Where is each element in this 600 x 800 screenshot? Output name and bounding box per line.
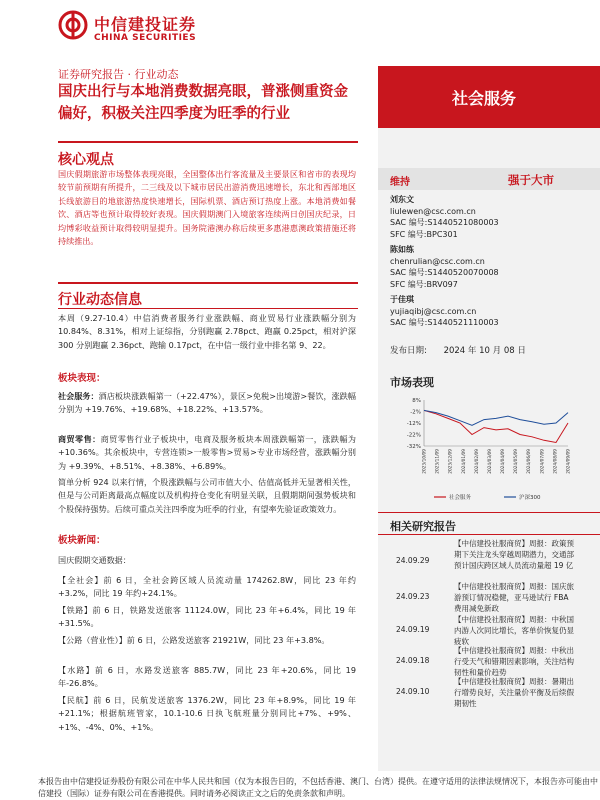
market-performance-title: 市场表现 [390,376,434,389]
related-report-date: 24.09.10 [396,687,430,696]
core-view-title: 核心观点 [58,152,114,168]
analyst-sfc: SFC 编号:BPC301 [390,229,458,239]
analyst-card [390,244,499,290]
related-report-date: 24.09.29 [396,556,430,565]
news-intro: 国庆假期交通数据： [58,555,131,565]
logo-chinese: 中信建投证券 [94,15,197,34]
industry-news-title: 行业动态信息 [58,292,142,308]
analyst-name: 陈如练 [390,245,414,254]
legend-label: 社会服务 [449,495,472,501]
news-tag: 【铁路】 [58,605,93,615]
social-services-paragraph [58,390,356,417]
analyst-email[interactable]: yujiaqibj@csc.com.cn [390,306,477,316]
retail-label: 商贸零售： [58,434,101,444]
analyst-sac: SAC 编号:S1440520070008 [390,268,499,278]
x-tick-label: 2023/11/09 [435,449,441,474]
retail-text: 商贸零售行业子板块中，电商及服务板块本周涨跌幅第一，涨跌幅为+10.36%。其余板块中，专营连锁>一般零售>贸易>专业市场经营，涨跌幅分别为 +9.39%、+8.51%、+8.38%、+6.89%。 [58,434,356,471]
x-tick-label: 2024/03/09 [487,449,493,474]
analyst-sac: SAC 编号:S1440521080003 [390,218,499,228]
news-item [58,664,356,691]
rating-bar [378,168,600,190]
retail-paragraph [58,433,356,473]
related-report-date: 24.09.19 [396,625,430,634]
rating-value: 强于大市 [508,173,554,187]
analyst-email[interactable]: liulewen@csc.com.cn [390,206,476,216]
y-tick-label: -12% [406,421,421,427]
x-tick-label: 2024/06/09 [527,449,533,474]
x-tick-label: 2024/01/09 [461,449,467,474]
news-item [58,694,356,734]
y-tick-label: -32% [406,444,421,450]
news-tag: 【公路（营业性）】 [58,635,127,645]
news-item [58,574,356,601]
news-tag: 【民航】 [58,695,94,705]
report-type: 证券研究报告 · 行业动态 [58,68,179,81]
x-tick-label: 2023/10/09 [422,449,428,474]
x-tick-label: 2024/09/09 [566,449,572,474]
analyst-name: 于佳琪 [390,295,414,304]
disclaimer-footer: 本报告由中信建投证券股份有限公司在中华人民共和国（仅为本报告目的，不包括香港、澳门、台湾）提供。在遵守适用的法律法规情况下，本报告亦可能由中信建投（国际）证券有限公司在香港提供。同时请务必阅读正文之后的免责条款和声明。 [38,777,598,798]
news-text: 前 6 日，铁路发送旅客 11124.0W，同比 23 年+6.4%，同比 19 年+31.5%。 [58,605,356,629]
news-text: 前 6 日，全社会跨区域人员流动量 174262.8W，同比 23 年约+3.2%，同比 19 年约+24.1%。 [58,575,356,599]
analyst-sfc: SFC 编号:BRV097 [390,279,458,289]
analyst-sac: SAC 编号:S1440521110003 [390,318,499,328]
related-report-link[interactable]: 【中信建投社服商贸】周报：中秋国内游人次同比增长，客单价恢复仍显疲软 [454,615,574,647]
x-tick-label: 2024/07/09 [540,449,546,474]
social-services-label: 社会服务： [58,391,99,401]
weekly-intro: 本周（9.27-10.4）中信消费者服务行业涨跌幅、商业贸易行业涨跌幅分别为 10.84%、8.31%，相对上证综指，分别跑赢 2.78pct、跑赢 0.25pct，相对沪深 300 分别跑赢 2.36pct、跑输 0.17pct，在中信一级行业中排名第 9、22。 [58,313,356,350]
report-headline: 国庆出行与本地消费数据亮眼，普涨侧重资金偏好，积极关注四季度为旺季的行业 [58,84,348,122]
x-tick-label: 2024/05/09 [514,449,520,474]
publish-date [390,344,526,356]
related-report-link[interactable]: 【中信建投社服商贸】周报：国庆旅游预订情况稳健，亚马逊试行 FBA 费用减免新政 [454,582,574,614]
social-services-text: 酒店板块涨跌幅第一（+22.47%），景区>免税>出境游>餐饮，涨跌幅分别为 +19.76%、+19.68%、+18.22%、+13.57%。 [58,391,356,415]
publish-date-label: 发布日期: [390,346,427,356]
market-performance-chart [390,394,590,506]
related-report-link[interactable]: 【中信建投社服商贸】周报：中秋出行受天气和错期因素影响，关注结构韧性和量价趋势 [454,646,574,678]
x-tick-label: 2024/02/09 [474,449,480,474]
news-text: 前 6 日，公路发送旅客 21921W，同比 23 年+3.8%。 [126,635,330,645]
x-tick-label: 2024/04/09 [501,449,507,474]
analysis-summary: 简单分析 924 以来行情，个股涨跌幅与公司市值大小、估值高低并无显著相关性，但是与公司距离最高点幅度以及机构持仓变化有明显关联，且假期期间强势板块和个股保持强势。后续可重点关注四季度为旺季的行业，有望率先验证政策效力。 [58,477,356,514]
related-report-link[interactable]: 【中信建投社服商贸】周报：暑期出行增势良好，关注量价平衡及后续假期韧性 [454,677,574,709]
analyst-email[interactable]: chenrulian@csc.com.cn [390,256,485,266]
analyst-card [390,194,499,240]
divider [378,534,600,535]
company-logo [58,10,218,50]
analyst-card [390,294,499,329]
related-report-date: 24.09.23 [396,592,430,601]
news-text: 前 6 日，民航发送旅客 1376.2W，同比 23 年+8.9%，同比 19 年+21.1%；根据航班管家，10.1-10.6 日执飞航班量分别同比+7%、+9%、+1%、-4%、0%、+1%。 [58,695,356,732]
related-reports-title: 相关研究报告 [390,520,456,533]
board-performance-title: 板块表现： [58,373,106,384]
legend-label: 沪深300 [519,495,541,501]
sector-name: 社会服务 [452,89,517,108]
analyst-name: 刘东文 [390,195,414,204]
company-logo-icon [58,10,88,40]
y-tick-label: -2% [410,409,421,416]
related-report-date: 24.09.18 [396,656,430,665]
news-item [58,634,356,647]
news-text: 前 6 日，水路发送旅客 885.7W，同比 23 年+20.6%，同比 19 年-26.8%。 [58,665,356,689]
news-tag: 【全社会】 [58,575,104,585]
divider [58,282,358,284]
core-view-text: 国庆假期旅游市场整体表现亮眼，全国整体出行客流量及主要景区和省市的表现均较节前预期有所提升，二三线及以下城市居民出游消费迅速增长，东北和西部地区长线旅游目的地旅游热度快速增长，国际机票、酒店预订热度上涨。本地消费如餐饮、酒店等也预计取得较好表现。国庆假期澳门入境旅客连续两日创国庆纪录，日均博彩收益预计取得较明显提升。国务院港澳办称后续更多惠港惠澳政策措施还将持续推出。 [58,169,356,247]
divider [378,512,600,513]
divider [58,308,358,309]
publish-date-value: 2024 年 10 月 08 日 [443,346,526,356]
related-report-link[interactable]: 【中信建投社服商贸】周报：政策预期下关注龙头穿越周期潜力，交通部预计国庆跨区域人员流动量超 19 亿 [454,539,574,571]
news-tag: 【水路】 [58,665,95,675]
sector-news-title: 板块新闻： [58,535,106,546]
x-tick-label: 2024/08/09 [553,449,559,474]
rating-action: 维持 [390,177,410,188]
x-tick-label: 2023/12/09 [448,449,454,474]
logo-english: CHINA SECURITIES [94,33,197,43]
divider [58,141,358,143]
news-item [58,604,356,631]
y-tick-label: -22% [406,432,421,439]
y-tick-label: 8% [412,398,421,404]
